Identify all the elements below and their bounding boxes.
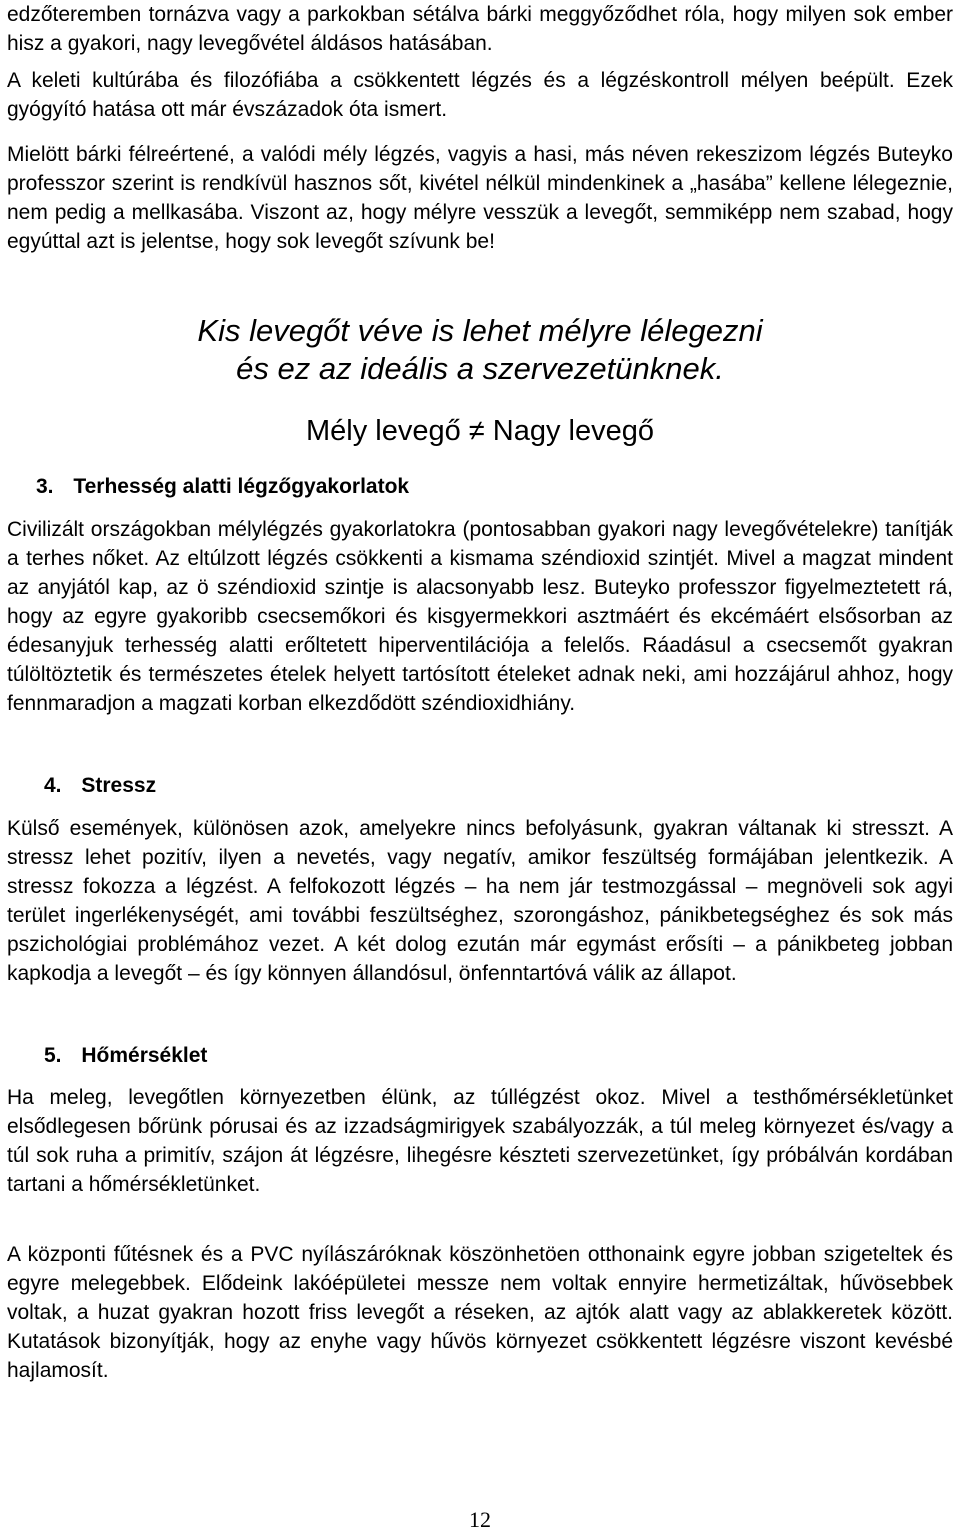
paragraph-pregnancy: Civilizált országokban mélylégzés gyakorlatokra (pontosabban gyakori nagy levegővételekre) tanítják a terhes nőket. Az eltúlzott légzés csökkenti a kismama széndioxid szintjét. Mivel a magzat mindent az anyjától kap, az ö széndioxid szintje is alacsonyabb lesz. Buteyko professzor figyelmeztetett rá, hogy az egyre gyakoribb csecsemőkori és kisgyermekkori asztmáért és ekcémáért elsősorban az édesanyjuk terhesség alatti erőltetett hiperventilációja a felelős. Ráadásul a csecsemőt gyakran túlöltöztetik és természetes ételek helyett tartósított ételeket adnak neki, ami hozzájárul ahhoz, hogy fennmaradjon a magzati korban elkezdődött széndioxidhiány. [7,518,953,715]
formula-deep-not-big: Mély levegő ≠ Nagy levegő [306,415,654,447]
section-5-number: 5. [44,1044,62,1067]
section-4-title: Stressz [81,774,157,797]
paragraph-stress: Külső események, különösen azok, amelyekre nincs befolyásunk, gyakran váltanak ki stresszt. A stressz lehet pozitív, ilyen a nevetés, vagy negatív, amikor feszültség formájában jelentkezik. A stressz fokozza a légzést. A felfokozott légzés – ha nem jár testmozgással – megnöveli sok agyi terület ingerlékenységét, ami további feszültséghez, szorongáshoz, pánikbetegséghez és sok más pszichológiai problémához vezet. A két dolog ezután már egymást erősíti – a pánikbeteg jobban kapkodja a levegőt – és így könnyen állandósul, önfenntartóvá válik az állapot. [7,817,953,985]
section-4-heading [44,771,156,800]
quote-line-2: és ez az ideális a szervezetünknek. [236,351,724,386]
section-3-number: 3. [36,475,54,498]
page-number: 12 [469,1507,491,1532]
paragraph-deep-breathing: Mielött bárki félreértené, a valódi mély légzés, vagyis a hasi, más néven rekeszizom légzés Buteyko professzor szerint is rendkívül hasznos sőt, kivétel nélkül mindenkinek a „hasába” kellene lélegeznie, nem pedig a mellkasába. Viszont az, hogy mélyre vesszük a levegőt, semmiképp nem szabad, hogy egyúttal azt is jelentse, hogy sok levegőt szívunk be! [7,143,953,253]
paragraph-temperature: Ha meleg, levegőtlen környezetben élünk, az túllégzést okoz. Mivel a testhőmérsékletünket elsődlegesen bőrünk pórusai és az izzadságmirigyek szabályozzák, a túl meleg környezet és/vagy a túl sok ruha a primitív, szájon át légzésre, lihegésre készteti szervezetünket, így próbálván kordában tartani a hőmérsékletünket. [7,1086,953,1196]
paragraph-gym-intro: edzőteremben tornázva vagy a parkokban sétálva bárki meggyőződhet róla, hogy milyen sok ember hisz a gyakori, nagy levegővétel áldásos hatásában. [7,3,953,55]
section-5-heading [44,1041,207,1070]
section-3-title: Terhesség alatti légzőgyakorlatok [73,475,410,498]
paragraph-eastern-culture: A keleti kultúrába és filozófiába a csökkentett légzés és a légzéskontroll mélyen beépült. Ezek gyógyító hatása ott már évszázadok óta ismert. [7,69,953,121]
paragraph-heating: A központi fűtésnek és a PVC nyílászáróknak köszönhetöen otthonaink egyre jobban szigeteltek és egyre melegebbek. Elődeink lakóépületei messze nem voltak ennyire hermetizáltak, hűvösebbek voltak, a huzat gyakran hozott friss levegőt a réseken, az ajtók alatt vagy az ablakkeretek között. Kutatások bizonyítják, hogy az enyhe vagy hűvös környezet csökkentett légzésre viszont kevésbé hajlamosít. [7,1243,953,1382]
quote-line-1: Kis levegőt véve is lehet mélyre lélegezni [197,313,763,348]
section-5-title: Hőmérséklet [81,1044,208,1067]
section-4-number: 4. [44,774,62,797]
section-3-heading [36,472,409,501]
